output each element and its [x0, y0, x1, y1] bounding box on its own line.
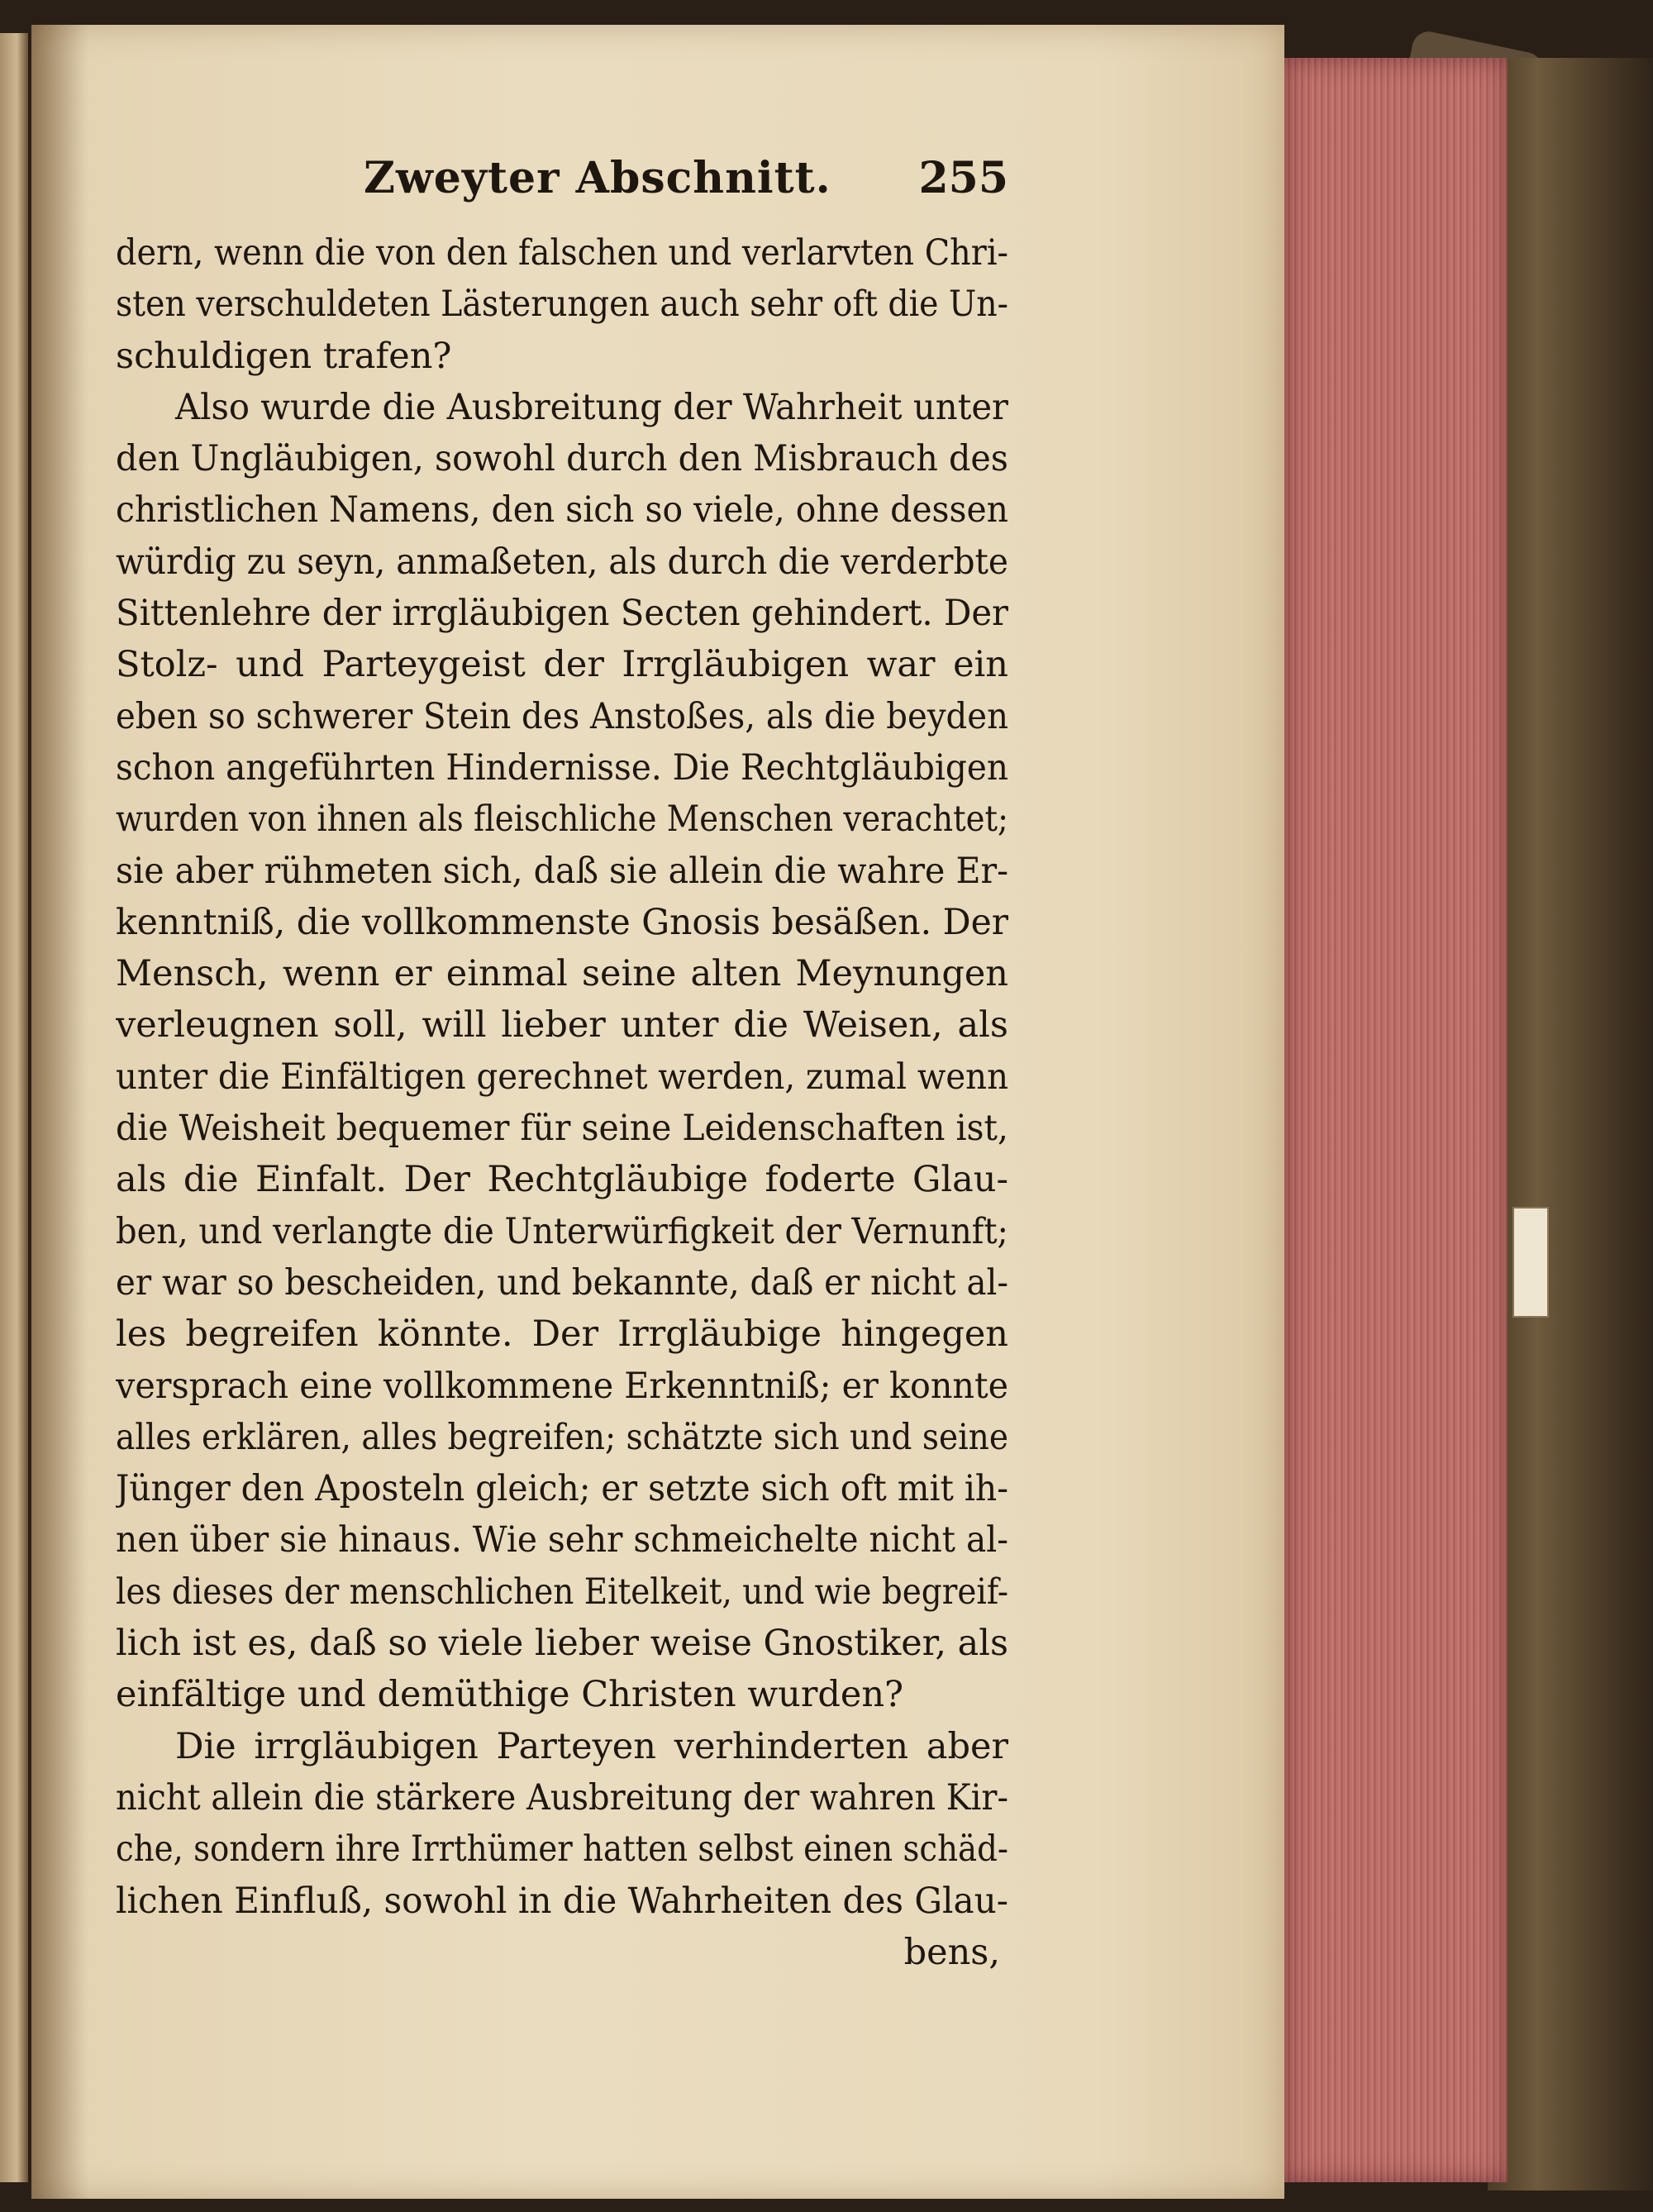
- text-line: lich ist es, daß so viele lieber weise Gnostiker, als: [116, 1623, 1008, 1665]
- text-line: Stolz- und Parteygeist der Irrgläubigen war ein: [116, 644, 1008, 686]
- text-line: Sittenlehre der irrgläubigen Secten gehindert. Der: [116, 593, 1008, 635]
- spine-shadow: [31, 25, 89, 2199]
- text-line: Also wurde die Ausbreitung der Wahrheit unter: [175, 386, 1008, 428]
- text-line: lichen Einfluß, sowohl in die Wahrheiten des Glau-: [116, 1880, 1008, 1922]
- text-line: versprach eine vollkommene Erkenntniß; er konnte: [116, 1365, 1008, 1407]
- text-line: Jünger den Aposteln gleich; er setzte sich oft mit ih-: [116, 1468, 1008, 1510]
- text-line: ben, und verlangte die Unterwürfigkeit der Vernunft;: [116, 1210, 1008, 1252]
- page-text: [116, 145, 1008, 1978]
- book-cover: [1488, 58, 1653, 2191]
- page-number: 255: [918, 153, 1008, 203]
- text-line: che, sondern ihre Irrthümer hatten selbst einen schäd-: [116, 1828, 1008, 1871]
- text-line: kenntniß, die vollkommenste Gnosis besäßen. Der: [116, 901, 1008, 943]
- text-line: als die Einfalt. Der Rechtgläubige foderte Glau-: [116, 1159, 1008, 1201]
- text-line: sie aber rühmeten sich, daß sie allein die wahre Er-: [116, 850, 1008, 892]
- previous-page-edge: [0, 33, 28, 2182]
- catchword: bens,: [903, 1931, 1000, 1973]
- page-header: [116, 145, 1008, 227]
- text-line: eben so schwerer Stein des Anstoßes, als die beyden: [116, 695, 1008, 737]
- text-line: dern, wenn die von den falschen und verlarvten Chri-: [116, 232, 1008, 274]
- page-block-edge: [1284, 58, 1508, 2182]
- text-line: den Ungläubigen, sowohl durch den Misbrauch des: [116, 438, 1008, 480]
- text-line: sten verschuldeten Lästerungen auch sehr oft die Un-: [116, 284, 1008, 326]
- text-line: schuldigen trafen?: [116, 335, 452, 377]
- text-line: Mensch, wenn er einmal seine alten Meynungen: [116, 953, 1008, 995]
- text-line: christlichen Namens, den sich so viele, ohne dessen: [116, 489, 1008, 532]
- text-line: nen über sie hinaus. Wie sehr schmeichelte nicht al-: [116, 1519, 1008, 1561]
- text-line: wurden von ihnen als fleischliche Menschen verachtet;: [116, 799, 1008, 841]
- bookmark-slip: [1512, 1207, 1549, 1318]
- text-line: les begreifen könnte. Der Irrgläubige hingegen: [116, 1313, 1008, 1356]
- text-line: les dieses der menschlichen Eitelkeit, und wie begreif-: [116, 1571, 1008, 1613]
- text-line: alles erklären, alles begreifen; schätzte sich und seine: [116, 1416, 1008, 1458]
- text-line: unter die Einfältigen gerechnet werden, zumal wenn: [116, 1056, 1008, 1098]
- running-head: Zweyter Abschnitt.: [364, 153, 831, 203]
- text-line: würdig zu seyn, anmaßeten, als durch die verderbte: [116, 541, 1008, 583]
- text-line: er war so bescheiden, und bekannte, daß er nicht al-: [116, 1261, 1008, 1304]
- text-line: Die irrgläubigen Parteyen verhinderten aber: [175, 1725, 1008, 1767]
- text-line: schon angeführten Hindernisse. Die Rechtgläubigen: [116, 746, 1008, 789]
- text-line: einfältige und demüthige Christen wurden?: [116, 1674, 904, 1716]
- body-text: [116, 227, 1008, 1927]
- text-line: nicht allein die stärkere Ausbreitung der wahren Kir-: [116, 1776, 1008, 1819]
- text-line: verleugnen soll, will lieber unter die Weisen, als: [116, 1004, 1008, 1046]
- text-line: die Weisheit bequemer für seine Leidenschaften ist,: [116, 1108, 1008, 1150]
